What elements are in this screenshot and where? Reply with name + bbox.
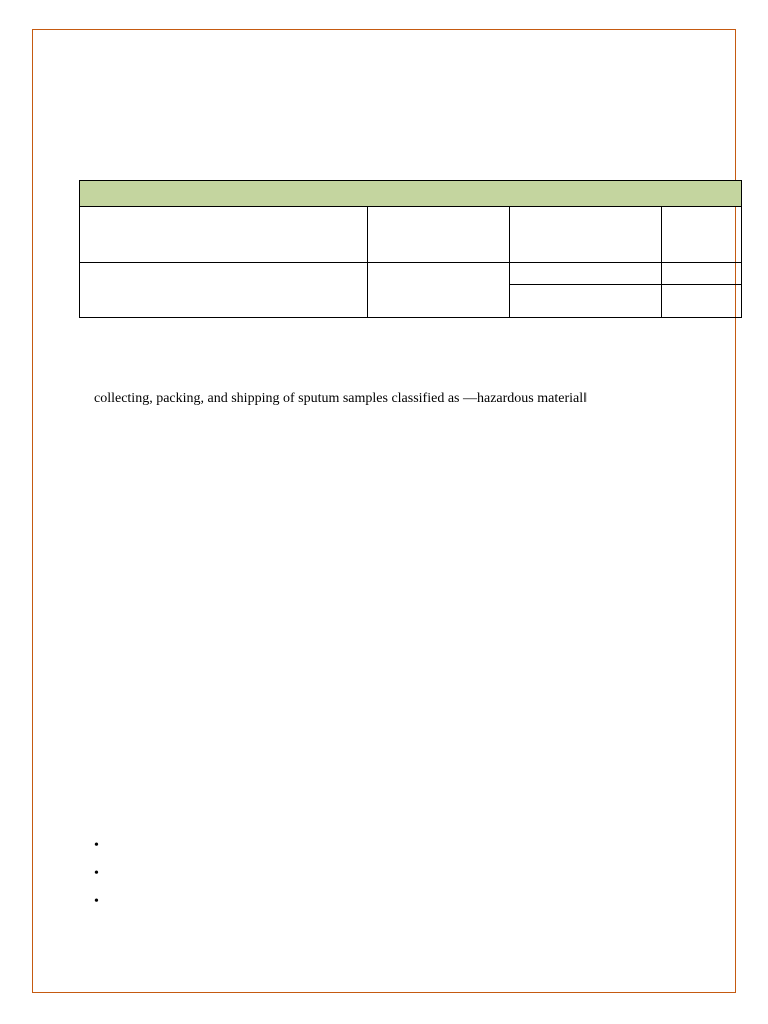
table-cell xyxy=(368,263,510,318)
document-table xyxy=(79,180,742,318)
table-cell xyxy=(662,285,742,318)
table-header-row xyxy=(80,181,742,207)
bullet-icon: • xyxy=(94,838,99,853)
body-text: collecting, packing, and shipping of sputum samples classified as —hazardous material‖ xyxy=(94,391,588,406)
table-cell xyxy=(662,207,742,263)
table-cell xyxy=(80,263,368,318)
table-cell xyxy=(368,207,510,263)
table-row xyxy=(80,263,742,285)
table-cell xyxy=(510,207,662,263)
table-row xyxy=(80,207,742,263)
bullet-icon: • xyxy=(94,866,99,881)
table-header-cell xyxy=(80,181,742,207)
table-cell xyxy=(510,285,662,318)
page-border xyxy=(32,29,736,993)
table-cell xyxy=(510,263,662,285)
bullet-icon: • xyxy=(94,894,99,909)
table-cell xyxy=(662,263,742,285)
table-cell xyxy=(80,207,368,263)
